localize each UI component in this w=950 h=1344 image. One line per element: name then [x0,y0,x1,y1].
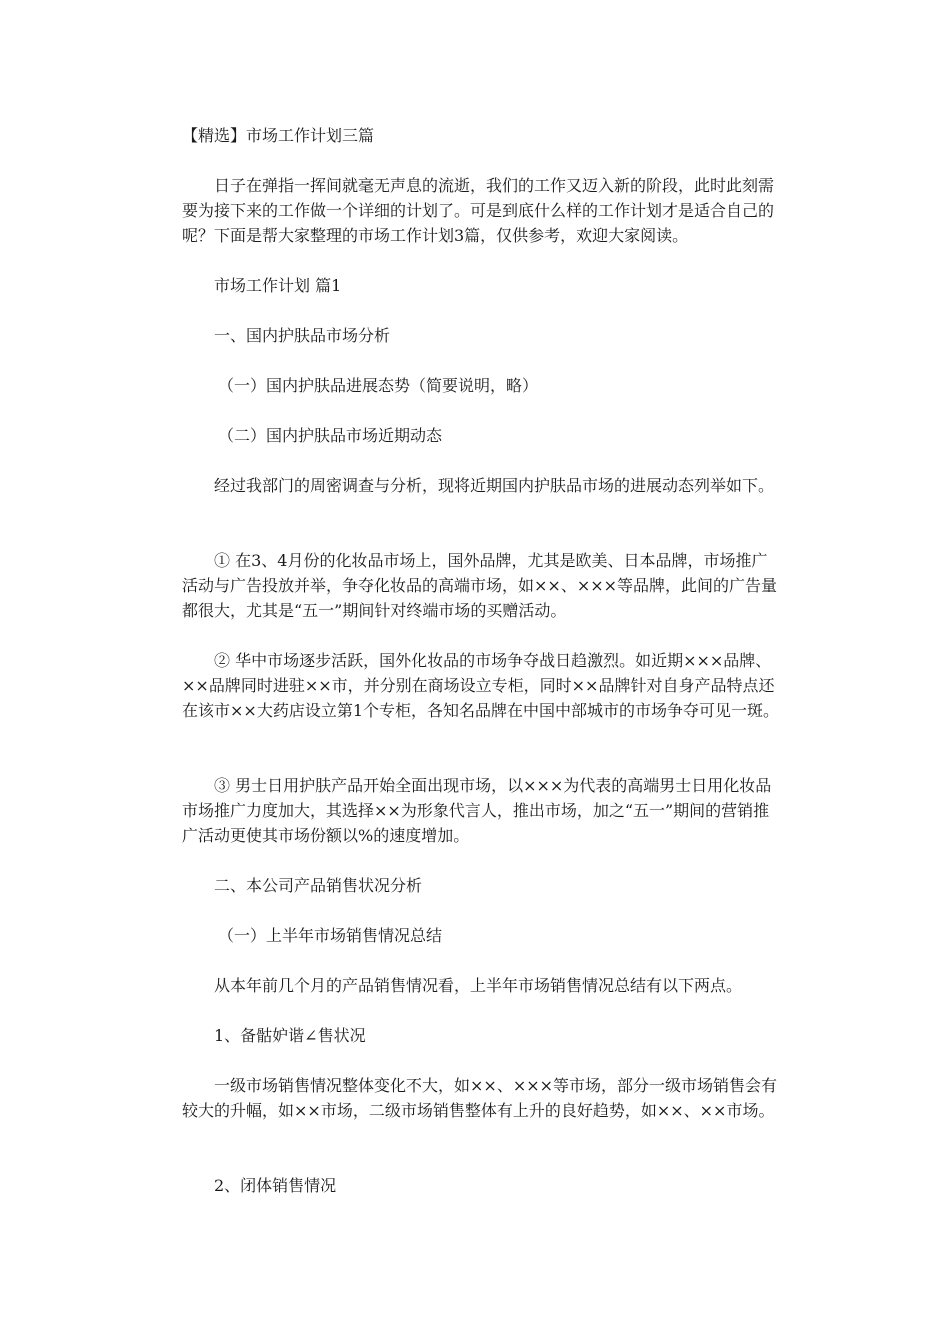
body-paragraph: 经过我部门的周密调查与分析，现将近期国内护肤品市场的进展动态列举如下。 [214,476,775,495]
section-heading-plan-1: 市场工作计划 篇1 [214,276,342,295]
subheading-trend: （一）国内护肤品进展态势（简要说明，略） [218,376,539,395]
list-item: ② 华中市场逐步活跃，国外化妆品的市场争夺战日趋激烈。如近期×××品牌、××品牌同时进驻××市，并分别在商场设立专柜，同时××品牌针对自身产品特点还在该市××大药店设立第1个专柜，各知名品牌在中国中部城市的市场争夺可见一斑。 [182,651,779,720]
body-paragraph: 从本年前几个月的产品销售情况看，上半年市场销售情况总结有以下两点。 [214,976,743,995]
numbered-heading: 1、备骷妒谐∠售状况 [214,1026,366,1045]
subheading-half-year: （一）上半年市场销售情况总结 [218,926,443,945]
document-title: 【精选】市场工作计划三篇 [182,126,375,145]
intro-paragraph: 日子在弹指一挥间就毫无声息的流逝，我们的工作又迈入新的阶段，此时此刻需要为接下来的工作做一个详细的计划了。可是到底什么样的工作计划才是适合自己的呢？下面是帮大家整理的市场工作计划3篇，仅供参考，欢迎大家阅读。 [182,176,775,245]
list-item: ③ 男士日用护肤产品开始全面出现市场，以×××为代表的高端男士日用化妆品市场推广力度加大，其选择××为形象代言人，推出市场，加之“五一”期间的营销推广活动更使其市场份额以%的速度增加。 [182,776,772,845]
heading-sales-analysis: 二、本公司产品销售状况分析 [214,876,423,895]
subheading-recent-dynamics: （二）国内护肤品市场近期动态 [218,426,443,445]
list-item: ① 在3、4月份的化妆品市场上，国外品牌，尤其是欧美、日本品牌，市场推广活动与广告投放并举，争夺化妆品的高端市场，如××、×××等品牌，此间的广告量都很大，尤其是“五一”期间针对终端市场的买赠活动。 [182,551,778,620]
numbered-heading: 2、闭体销售情况 [214,1176,337,1195]
heading-market-analysis: 一、国内护肤品市场分析 [214,326,391,345]
body-paragraph: 一级市场销售情况整体变化不大，如××、×××等市场，部分一级市场销售会有较大的升幅，如××市场，二级市场销售整体有上升的良好趋势，如××、××市场。 [182,1076,778,1120]
